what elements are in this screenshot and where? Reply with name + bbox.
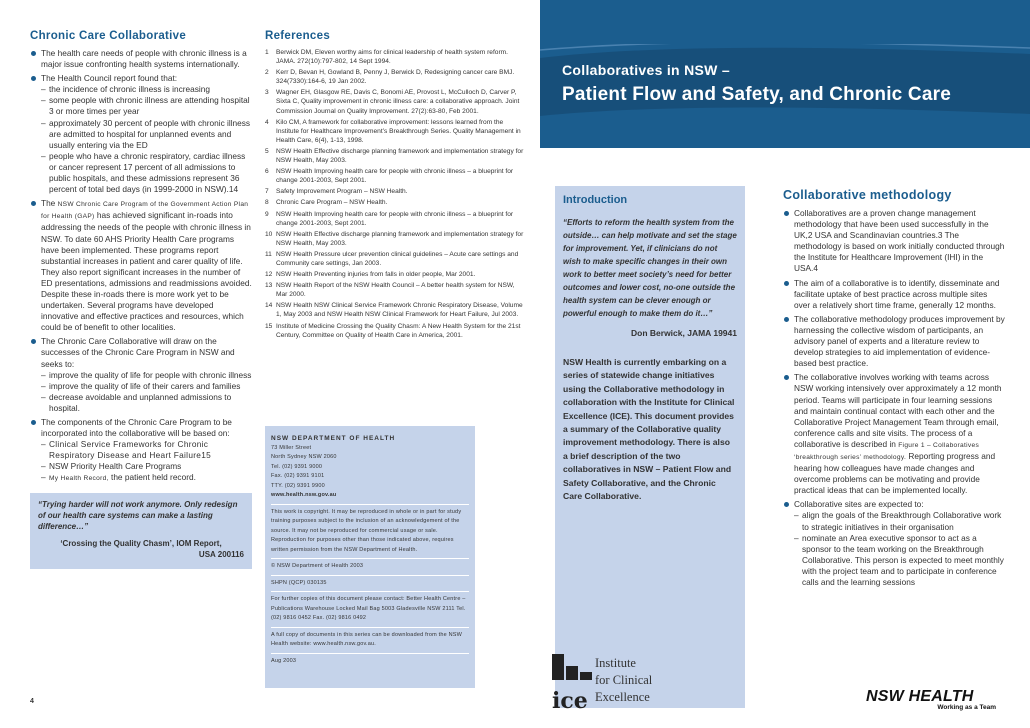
sub-list <box>41 84 252 195</box>
reference-text: NSW Health NSW Clinical Service Framework Chronic Respiratory Disease, Volume 1, May 2003 and NSW Health NSW Clinical Framework for Heart Failure, Jul 2003. <box>276 302 523 319</box>
reference-number: 8 <box>265 199 269 207</box>
ice-logo <box>550 652 710 712</box>
copyright-line: © NSW Department of Health 2003 <box>271 563 364 569</box>
list-item <box>30 336 252 414</box>
ice-logo-word: ice <box>552 688 588 712</box>
reference-item <box>265 147 527 165</box>
sub-item: – the incidence of chronic illness is increasing <box>41 84 252 95</box>
reference-item <box>265 210 527 228</box>
sub-item <box>41 472 252 484</box>
reference-item <box>265 68 527 86</box>
introduction-box <box>555 186 745 708</box>
iom-quote-source: ‘Crossing the Quality Chasm’, IOM Report, <box>60 538 222 548</box>
list-item <box>30 73 252 195</box>
reference-item <box>265 198 527 207</box>
sub-list <box>41 370 252 414</box>
ice-name-line: for Clinical <box>595 673 653 687</box>
reference-item <box>265 281 527 299</box>
reference-item <box>265 48 527 66</box>
bullet-text: has achieved significant in-roads into addressing the needs of the people with chronic illness in NSW. To date 60 AHS Priority Health Care programs have been implemented. These programs report substantial increases in patient and carer quality of life. They also report significant increases in the number of ED presentations, admissions and readmissions avoided. Despite these in-roads there is more work yet to be undertaken. Several programs have developed innovative and effective practices and resources, which could be of benefit to other localities. <box>41 210 252 333</box>
reference-item <box>265 230 527 248</box>
bullet-text: The Chronic Care Collaborative will draw on the successes of the Chronic Care Program in NSW and seeks to: <box>41 336 235 369</box>
bullet-text: The collaborative involves working with teams across NSW working intensively over approximately a 12 month period. Teams will participate in four learning sessions and maintain continual contact with each other and the Collaborative Project Management Team through email, conference calls and site visits. The process of a collaborative is described in <box>794 372 1002 449</box>
reference-item <box>265 301 527 319</box>
sub-item: – decrease avoidable and unplanned admissions to hospital. <box>41 392 252 414</box>
berwick-quote-source: Don Berwick, JAMA 19941 <box>631 328 737 338</box>
tty-line: TTY. (02) 9391 9900 <box>271 482 325 489</box>
reference-text: Safety Improvement Program – NSW Health. <box>276 188 408 196</box>
website-link[interactable]: www.health.nsw.gov.au <box>271 492 337 498</box>
reference-number: 7 <box>265 188 269 196</box>
bullet-text: Reporting progress and hearing how colleagues have made changes and overcome problems can be motivating and provide practical ideas that can be implemented locally. <box>794 450 996 496</box>
list-item <box>783 372 1005 496</box>
nsw-health-logo <box>866 688 996 720</box>
iom-quote: “Trying harder will not work anymore. Only redesign of our health care systems can make a lasting difference…” <box>38 499 238 531</box>
shpn-line: SHPN (QCP) 030135 <box>271 579 327 586</box>
reference-number: 13 <box>265 282 273 290</box>
sub-item: – improve the quality of life of their carers and families <box>41 381 252 392</box>
department-title: NSW DEPARTMENT OF HEALTH <box>271 435 396 442</box>
gap-program-name: NSW Chronic Care Program of the Government Action Plan for Health (GAP) <box>41 201 249 221</box>
reference-item <box>265 322 527 340</box>
chronic-care-list <box>30 48 252 485</box>
reference-item <box>265 187 527 196</box>
list-item: The health care needs of people with chronic illness is a major issue confronting health systems internationally. <box>30 48 252 70</box>
reference-text: Kerr D, Bevan H, Gowland B, Penny J, Berwick D, Redesigning cancer care BMJ. 324(7330):164-6, 19 Jan 2002. <box>276 69 515 86</box>
reference-number: 15 <box>265 322 273 330</box>
reference-text: NSW Health Report of the NSW Health Council – A better health system for NSW, Mar 2000. <box>276 282 515 299</box>
reference-item <box>265 167 527 185</box>
nsw-health-wordmark: NSW HEALTH <box>866 688 974 705</box>
reference-number: 10 <box>265 230 273 238</box>
reference-text: Berwick DM, Eleven worthy aims for clinical leadership of health system reform. JAMA. 272(10):797-802, 14 Sept 1994. <box>276 49 508 66</box>
list-item <box>783 499 1005 588</box>
list-item <box>30 417 252 485</box>
bullet-text: The <box>41 198 58 209</box>
reference-number: 6 <box>265 168 269 176</box>
copyright-notice: This work is copyright. It may be reproduced in whole or in part for study training purposes subject to the inclusion of an acknowledgement of the source. It may not be reproduced for commercial usage or sale. Reproduction for purposes other than those indicated above, requires written permission from the NSW Department of Health. <box>271 508 462 553</box>
berwick-quote: “Efforts to reform the health system from the outside… can help motivate and set the stage for improvement. Yet, if clinicians do not wish to make specific changes in their own work to better meet society’s need for better outcomes and lower cost, no-one outside the health system can be clever enough or powerful enough to make them do it…” <box>563 218 737 318</box>
divider <box>271 558 469 559</box>
address-line: 73 Miller Street <box>271 444 312 451</box>
bullet-text: The Health Council report found that: <box>41 73 178 84</box>
divider <box>271 575 469 576</box>
reference-text: NSW Health Improving health care for people with chronic illness – a blueprint for change 2001-2003, Sept 2001. <box>276 210 514 227</box>
divider <box>271 653 469 654</box>
ice-name-line: Institute <box>595 656 636 670</box>
department-info-box <box>265 426 475 688</box>
reference-text: Kilo CM, A framework for collaborative improvement: lessons learned from the Institute for Healthcare Improvement’s Breakthrough Series. Quality Management in Health Care, 6(4), 1-13, 1998. <box>276 118 521 144</box>
reference-number: 11 <box>265 250 272 258</box>
reference-number: 3 <box>265 89 269 97</box>
publication-date: Aug 2003 <box>271 657 297 664</box>
iom-quote-year: USA 200116 <box>198 549 244 559</box>
address-line: North Sydney NSW 2060 <box>271 454 337 460</box>
reference-number: 1 <box>265 49 269 56</box>
methodology-column <box>783 188 1005 591</box>
banner-title: Patient Flow and Safety, and Chronic Care <box>562 84 951 105</box>
reference-number: 5 <box>265 147 269 155</box>
reference-text: NSW Health Effective discharge planning framework and implementation strategy for NSW Health, May 2003. <box>276 147 524 165</box>
sub-item: – approximately 30 percent of people with chronic illness are admitted to hospital for unplanned events and usually entering via the ED <box>41 118 252 151</box>
reference-text: Chronic Care Program – NSW Health. <box>276 199 388 207</box>
phone-line: Tel. (02) 9391 9000 <box>271 463 323 470</box>
ice-logo-mark <box>550 652 594 712</box>
ice-name-line: Excellence <box>595 690 650 704</box>
references-list <box>265 48 527 340</box>
iom-quote-box <box>30 493 252 569</box>
divider <box>271 627 469 628</box>
reference-number: 4 <box>265 118 269 126</box>
reference-text: NSW Health Effective discharge planning framework and implementation strategy for NSW Health, May 2003. <box>276 230 524 247</box>
reference-number: 12 <box>265 271 273 279</box>
reference-text: Institute of Medicine Crossing the Quality Chasm: A New Health System for the 21st Century, Committee on Quality of Health Care in America, 2001. <box>276 322 521 339</box>
page-number: 4 <box>30 698 34 705</box>
reference-text: NSW Health Improving health care for people with chronic illness – a blueprint for change 2001-2003, Sept 2001. <box>276 168 514 185</box>
nsw-health-tagline: Working as a Team <box>937 704 996 711</box>
sub-list <box>41 439 252 484</box>
reference-item <box>265 118 527 145</box>
title-banner <box>540 0 1030 148</box>
sub-item: – improve the quality of life for people with chronic illness <box>41 370 252 381</box>
copies-contact: For further copies of this document please contact: Better Health Centre – Publications Warehouse Locked Mail Bag 5003 Gladesville NSW 2111 Tel. (02) 9816 0452 Fax. (02) 9816 0492 <box>271 596 466 621</box>
banner-subtitle: Collaboratives in NSW – <box>562 62 730 78</box>
sub-item: – people who have a chronic respiratory, cardiac illness or cancer represent 17 percent of all admissions to public hospitals, and these admissions represent 36 percent of total bed days (in 1999-2000 in NSW).14 <box>41 151 252 195</box>
chronic-care-heading: Chronic Care Collaborative <box>30 30 187 42</box>
introduction-heading: Introduction <box>563 194 628 206</box>
sub-list <box>794 510 1005 588</box>
sub-item: – nominate an Area executive sponsor to act as a sponsor to the team working on the Breakthrough Collaborative. This person is expected to meet monthly with the project team and to participate in conference calls and the learning sessions <box>794 533 1005 588</box>
sub-item: – NSW Priority Health Care Programs <box>41 461 252 472</box>
list-item: Collaboratives are a proven change management methodology that have been used successfully in the UK,2 USA and Scandinavian countries.3 The methodology is based on work initially conducted through the Institute for Healthcare Improvement (IHI) in the USA.4 <box>783 208 1005 275</box>
sub-item: – Clinical Service Frameworks for Chronic Respiratory Disease and Heart Failure15 <box>41 439 252 461</box>
reference-item <box>265 250 527 268</box>
divider <box>271 591 469 592</box>
bullet-text: Collaborative sites are expected to: <box>794 499 924 510</box>
reference-item <box>265 88 527 115</box>
bullet-text: The components of the Chronic Care Program to be incorporated into the collaborative will be based on: <box>41 417 232 439</box>
divider <box>271 504 469 505</box>
list-item <box>30 198 252 333</box>
list-item: The aim of a collaborative is to identify, disseminate and facilitate uptake of best practice across multiple sites over a relatively short time frame, generally 12 months. <box>783 278 1005 311</box>
list-item: The collaborative methodology produces improvement by harnessing the collective wisdom of participants, an advisory panel of experts and a literature review to develop strategies to aid implementation of evidence-based best practice. <box>783 314 1005 369</box>
references-heading: References <box>265 30 331 42</box>
sub-item: – some people with chronic illness are attending hospital 3 or more times per year <box>41 95 252 117</box>
methodology-heading: Collaborative methodology <box>783 188 952 202</box>
reference-text: NSW Health Preventing injuries from falls in older people, Mar 2001. <box>276 271 476 279</box>
methodology-list <box>783 208 1005 588</box>
my-health-record-label: My Health Record, <box>49 475 109 483</box>
sub-item: – align the goals of the Breakthrough Collaborative work to strategic initiatives in their organisation <box>794 510 1005 532</box>
reference-number: 9 <box>265 210 269 218</box>
download-notice: A full copy of documents in this series can be downloaded from the NSW Health website: www.health.nsw.gov.au. <box>271 631 463 647</box>
figure-reference: Figure 1 – Collaboratives ‘breakthrough series’ methodology. <box>794 441 980 461</box>
fax-line: Fax. (02) 9391 9101 <box>271 473 325 479</box>
reference-number: 14 <box>265 302 273 310</box>
reference-item <box>265 270 527 279</box>
chronic-care-column <box>30 30 252 569</box>
references-column <box>265 30 527 342</box>
introduction-body: NSW Health is currently embarking on a series of statewide change initiatives using the Collaborative methodology in collaboration with the Institute for Clinical Excellence (ICE). This document provides a summary of the Collaborative quality improvement methodology. There is also a brief description of the two collaboratives in NSW – Patient Flow and Safety Collaborative, and the Chronic Care Collaborative. <box>563 357 735 502</box>
reference-text: Wagner EH, Glasgow RE, Davis C, Bonomi AE, Provost L, McCulloch D, Carver P, Sixta C, Quality improvement in chronic illness care: a collaborative approach. Joint Commission Journal on Quality Improvement. 27(2):63-80, Feb 2001. <box>276 89 520 115</box>
reference-text: NSW Health Pressure ulcer prevention clinical guidelines – Acute care settings and Community care settings, Jan 2003. <box>276 250 519 267</box>
sub-item-text: the patient held record. <box>108 472 196 483</box>
reference-number: 2 <box>265 69 269 77</box>
